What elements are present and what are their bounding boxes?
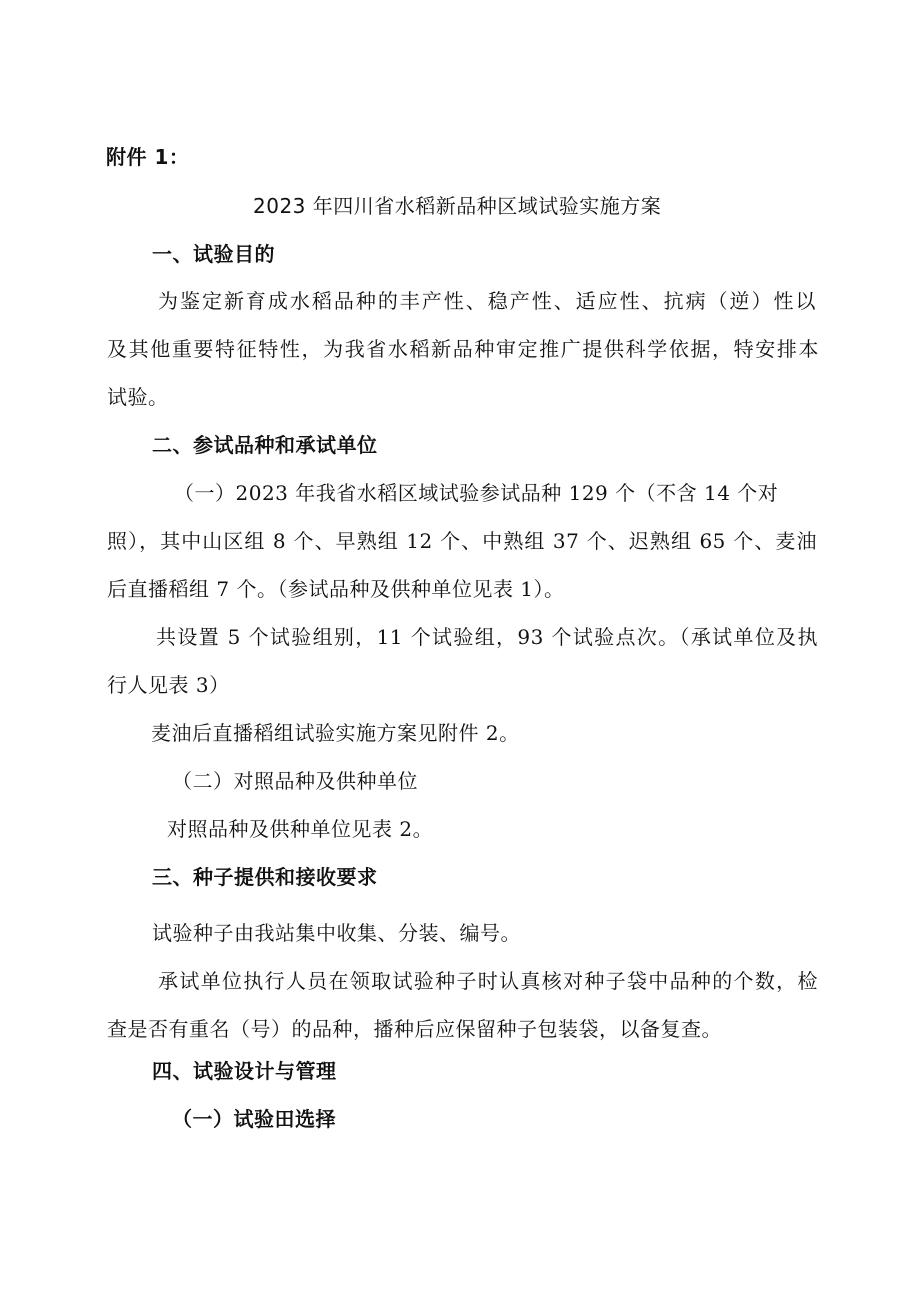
- section-1-paragraph-line-3: 试验。: [107, 385, 169, 409]
- section-1-paragraph-line-1: 为鉴定新育成水稻品种的丰产性、稳产性、适应性、抗病（逆）性以: [158, 289, 816, 313]
- document-title: 2023 年四川省水稻新品种区域试验实施方案: [253, 194, 662, 218]
- attachment-label: 附件 1：: [106, 145, 190, 169]
- section-4-heading: 四、试验设计与管理: [152, 1059, 337, 1083]
- direct-seed-note: 麦油后直播稻组试验实施方案见附件 2。: [151, 721, 520, 745]
- section-2-sub2-text: 对照品种及供种单位见表 2。: [167, 817, 434, 841]
- section-1-paragraph-line-2: 及其他重要特征特性，为我省水稻新品种审定推广提供科学依据，特安排本: [107, 337, 819, 361]
- section-2-heading: 二、参试品种和承试单位: [152, 433, 378, 457]
- section-2-groups-line-2: 行人见表 3）: [107, 673, 230, 697]
- section-1-heading: 一、试验目的: [152, 242, 275, 266]
- section-3-heading: 三、种子提供和接收要求: [152, 865, 378, 889]
- section-3-paragraph-1: 试验种子由我站集中收集、分装、编号。: [152, 921, 521, 945]
- section-2-groups-line-1: 共设置 5 个试验组别，11 个试验组，93 个试验点次。（承试单位及执: [156, 625, 818, 649]
- section-4-sub1-heading: （一）试验田选择: [172, 1107, 336, 1131]
- section-2-sub1-line-1: （一）2023 年我省水稻区域试验参试品种 129 个（不含 14 个对: [174, 481, 779, 505]
- section-2-sub1-line-3: 后直播稻组 7 个。（参试品种及供种单位见表 1）。: [107, 577, 565, 601]
- section-2-sub2-heading: （二）对照品种及供种单位: [172, 769, 418, 793]
- section-2-sub1-line-2: 照），其中山区组 8 个、早熟组 12 个、中熟组 37 个、迟熟组 65 个、麦油: [107, 529, 817, 553]
- section-3-paragraph-2-line-1: 承试单位执行人员在领取试验种子时认真核对种子袋中品种的个数，检: [158, 969, 818, 993]
- section-3-paragraph-2-line-2: 查是否有重名（号）的品种，播种后应保留种子包装袋，以备复查。: [107, 1017, 722, 1041]
